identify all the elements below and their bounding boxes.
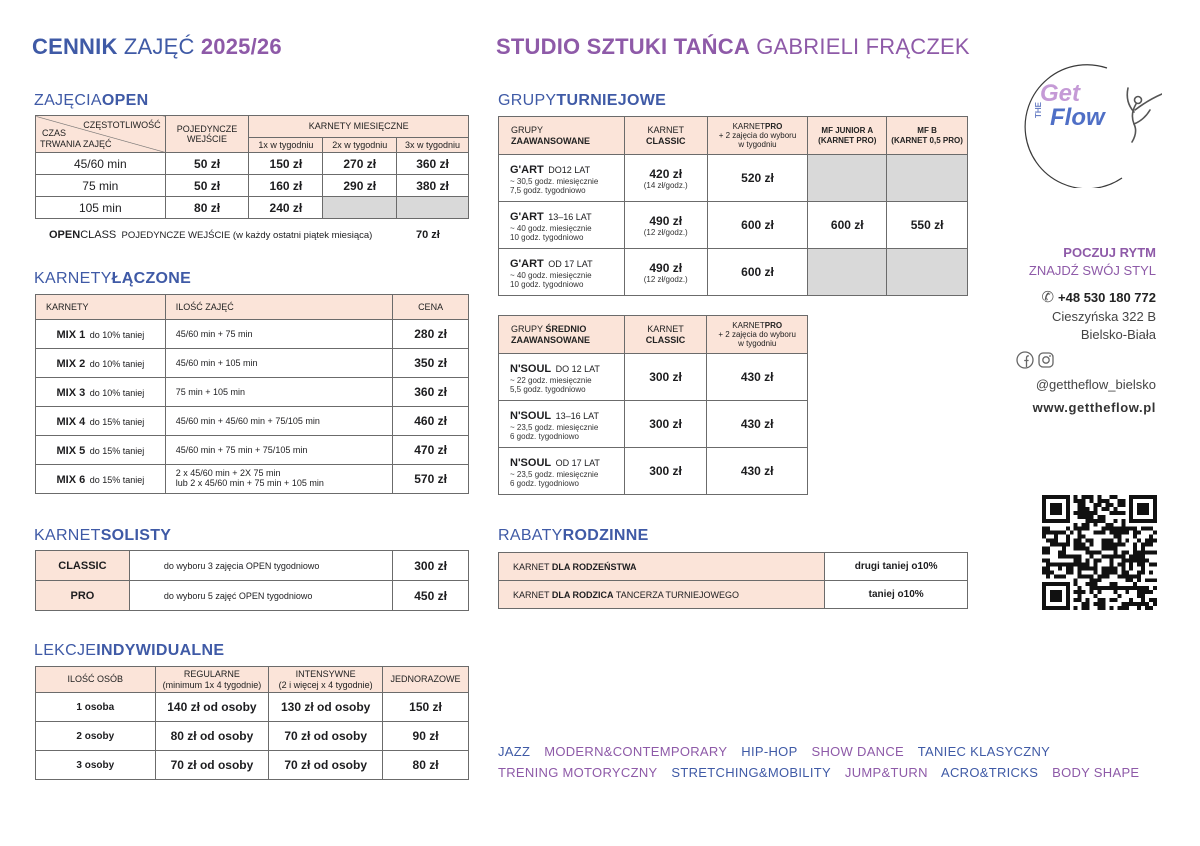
table-row: KARNET DLA RODZICA TANCERZA TURNIEJOWEGO taniej o10% [499,581,968,609]
table-row: N'SOUL DO 12 LAT ~ 22 godz. miesięcznie 5,5 godz. tygodniowo 300 zł 430 zł [499,354,808,401]
table-row: 1 osoba 140 zł od osoby 130 zł od osoby 150 zł [36,693,469,722]
family-table [498,552,968,609]
table-row: MIX 2 do 10% taniej 45/60 min + 105 min 350 zł [36,349,469,378]
contact-block [1029,244,1156,280]
table-row: MIX 6 do 15% taniej 2 x 45/60 min + 2X 75 min lub 2 x 45/60 min + 75 min + 105 min 570 zł [36,465,469,494]
open-sub-3x: 3x w tygodniu [397,138,469,153]
style-tag: TANIEC KLASYCZNY [917,744,1051,759]
individual-section-title: LEKCJEINDYWIDUALNE [34,642,225,659]
intermediate-table: GRUPY ŚREDNIO ZAAWANSOWANE KARNET CLASSIC KARNETPRO + 2 zajęcia do wyboru w tygodniu N'SOUL DO 12 LAT ~ 22 godz. miesięcznie 5,5 godz. tygodniowo 300 zł 430 zł N'SOUL 13–16 LAT ~ 23,5 godz. miesięcznie 6 godz. tygodniowo 300 zł 430 zł N'SOUL OD 17 LAT ~ 23,5 godz. miesięcznie 6 godz. tygodniowo 300 zł 430 zł [498,315,808,495]
table-row: G'ART 13–16 LAT ~ 40 godz. miesięcznie 10 godz. tygodniowo 490 zł (12 zł/godz.) 600 zł 600 zł 550 zł [499,202,968,249]
table-row: 2 osoby 80 zł od osoby 70 zł od osoby 90 zł [36,722,469,751]
table-row: 75 min 50 zł 160 zł 290 zł 380 zł [36,175,469,197]
table-row: G'ART DO12 LAT ~ 30,5 godz. miesięcznie 7,5 godz. tygodniowo 420 zł (14 zł/godz.) 520 zł [499,155,968,202]
style-tag: STRETCHING&MOBILITY [671,765,831,780]
tournament-table: GRUPY ZAAWANSOWANE KARNET CLASSIC KARNETPRO + 2 zajęcia do wyboru w tygodniu MF JUNIOR A (KARNET PRO) MF B (KARNET 0,5 PRO) G'ART DO12 LAT ~ 30,5 godz. miesięcznie 7,5 godz. tygodniowo 420 zł (14 zł/godz.) 520 zł G'ART 13–16 LAT ~ 40 godz. miesięcznie 10 godz. tygodniowo 490 zł (12 zł/godz.) 600 zł 600 zł 550 zł G'ART OD 17 LAT ~ 40 godz. miesięcznie 10 godz. tygodniowo 490 zł (12 zł/godz.) 600 zł [498,116,968,296]
open-sub-1x: 1x w tygodniu [249,138,323,153]
open-col-single: POJEDYNCZE WEJŚCIE [165,116,249,153]
open-corner-header: CZĘSTOTLIWOŚĆ CZAS TRWANIA ZAJĘĆ [36,116,166,153]
open-col-passes: KARNETY MIESIĘCZNE [249,116,469,138]
slogan-2: ZNAJDŹ SWÓJ STYL [1028,263,1156,278]
styles-line-2 [498,765,1149,780]
soloist-table [35,550,469,611]
table-row: KARNET DLA RODZEŃSTWA drugi taniej o10% [499,553,968,581]
table-row: PRO do wyboru 5 zajęć OPEN tygodniowo 450 zł [36,581,469,611]
phone-icon: ✆ [1041,289,1055,306]
logo-flow: Flow [1050,104,1105,131]
address-street: Cieszyńska 322 B [1051,309,1156,324]
style-tag: HIP-HOP [741,744,798,759]
family-section-title: RABATYRODZINNE [498,527,649,544]
social-handle[interactable]: @gettheflow_bielsko [1035,377,1156,392]
table-row: CLASSIC do wyboru 3 zajęcia OPEN tygodniowo 300 zł [36,551,469,581]
combined-table: KARNETY ILOŚĆ ZAJĘĆ CENA MIX 1 do 10% taniej 45/60 min + 75 min 280 zł MIX 2 do 10% taniej 45/60 min + 105 min 350 zł MIX 3 do 10% taniej 75 min + 105 min 360 zł MIX 4 do 15% taniej 45/60 min + 45/60 min + 75/105 min 460 zł MIX 5 do 15% taniej 45/60 min + 75 min + 75/105 min 470 zł MIX 6 do 15% taniej 2 x 45/60 min + 2X 75 min lub 2 x 45/60 min + 75 min + 105 min 570 zł [35,294,469,494]
soloist-section-title: KARNETSOLISTY [34,527,172,544]
dancer-figure [1127,88,1162,142]
address-city: Bielsko-Biała [1080,327,1156,342]
open-sub-2x: 2x w tygodniu [323,138,397,153]
website-link[interactable]: www.gettheflow.pl [1032,400,1156,415]
table-row: G'ART OD 17 LAT ~ 40 godz. miesięcznie 10 godz. tygodniowo 490 zł (12 zł/godz.) 600 zł [499,249,968,296]
table-row: 45/60 min 50 zł 150 zł 270 zł 360 zł [36,153,469,175]
tournament-section-title: GRUPYTURNIEJOWE [498,92,667,109]
table-row: 105 min 80 zł 240 zł [36,197,469,219]
style-tag: ACRO&TRICKS [940,765,1039,780]
table-row: MIX 5 do 15% taniej 45/60 min + 75 min + 75/105 min 470 zł [36,436,469,465]
style-tag: JUMP&TURN [844,765,928,780]
facebook-icon[interactable] [1017,352,1033,368]
logo-get: Get [1040,80,1081,107]
qr-code [1042,495,1157,610]
table-row: 3 osoby 70 zł od osoby 70 zł od osoby 80 zł [36,751,469,780]
combined-section-title: KARNETYŁĄCZONE [34,270,192,287]
style-tag: TRENING MOTORYCZNY [498,765,658,780]
individual-table: ILOŚĆ OSÓB REGULARNE (minimum 1x 4 tygodnie) INTENSYWNE (2 i więcej x 4 tygodnie) JEDNORAZOWE 1 osoba 140 zł od osoby 130 zł od osoby 150 zł 2 osoby 80 zł od osoby 70 zł od osoby 90 zł 3 osoby 70 zł od osoby 70 zł od osoby 80 zł [35,666,469,780]
styles-line-1 [498,744,1060,759]
style-tag: BODY SHAPE [1052,765,1140,780]
style-tag: MODERN&CONTEMPORARY [544,744,728,759]
openclass-price: 70 zł [416,229,440,241]
style-tag: JAZZ [498,744,531,759]
instagram-icon[interactable] [1039,353,1053,367]
table-row: MIX 1 do 10% taniej 45/60 min + 75 min 280 zł [36,320,469,349]
phone-row[interactable]: ✆ +48 530 180 772 [1041,289,1156,306]
open-section-title: ZAJĘCIAOPEN [34,92,149,109]
table-row: MIX 3 do 10% taniej 75 min + 105 min 360 zł [36,378,469,407]
page-title: CENNIK ZAJĘĆ 2025/26 [32,34,282,59]
open-table [35,115,469,219]
logo-the: THE [1034,102,1043,118]
social-icons [1016,350,1056,375]
table-row: N'SOUL OD 17 LAT ~ 23,5 godz. miesięcznie 6 godz. tygodniowo 300 zł 430 zł [499,448,808,495]
table-row: N'SOUL 13–16 LAT ~ 23,5 godz. miesięcznie 6 godz. tygodniowo 300 zł 430 zł [499,401,808,448]
style-tag: SHOW DANCE [811,744,905,759]
table-row: MIX 4 do 15% taniej 45/60 min + 45/60 min + 75/105 min 460 zł [36,407,469,436]
studio-title: STUDIO SZTUKI TAŃCA GABRIELI FRĄCZEK [496,34,970,59]
brand-logo [1012,58,1162,188]
openclass-line: OPENCLASS POJEDYNCZE WEJŚCIE (w każdy ostatni piątek miesiąca) [49,229,373,241]
slogan-1: POCZUJ RYTM [1063,245,1156,260]
